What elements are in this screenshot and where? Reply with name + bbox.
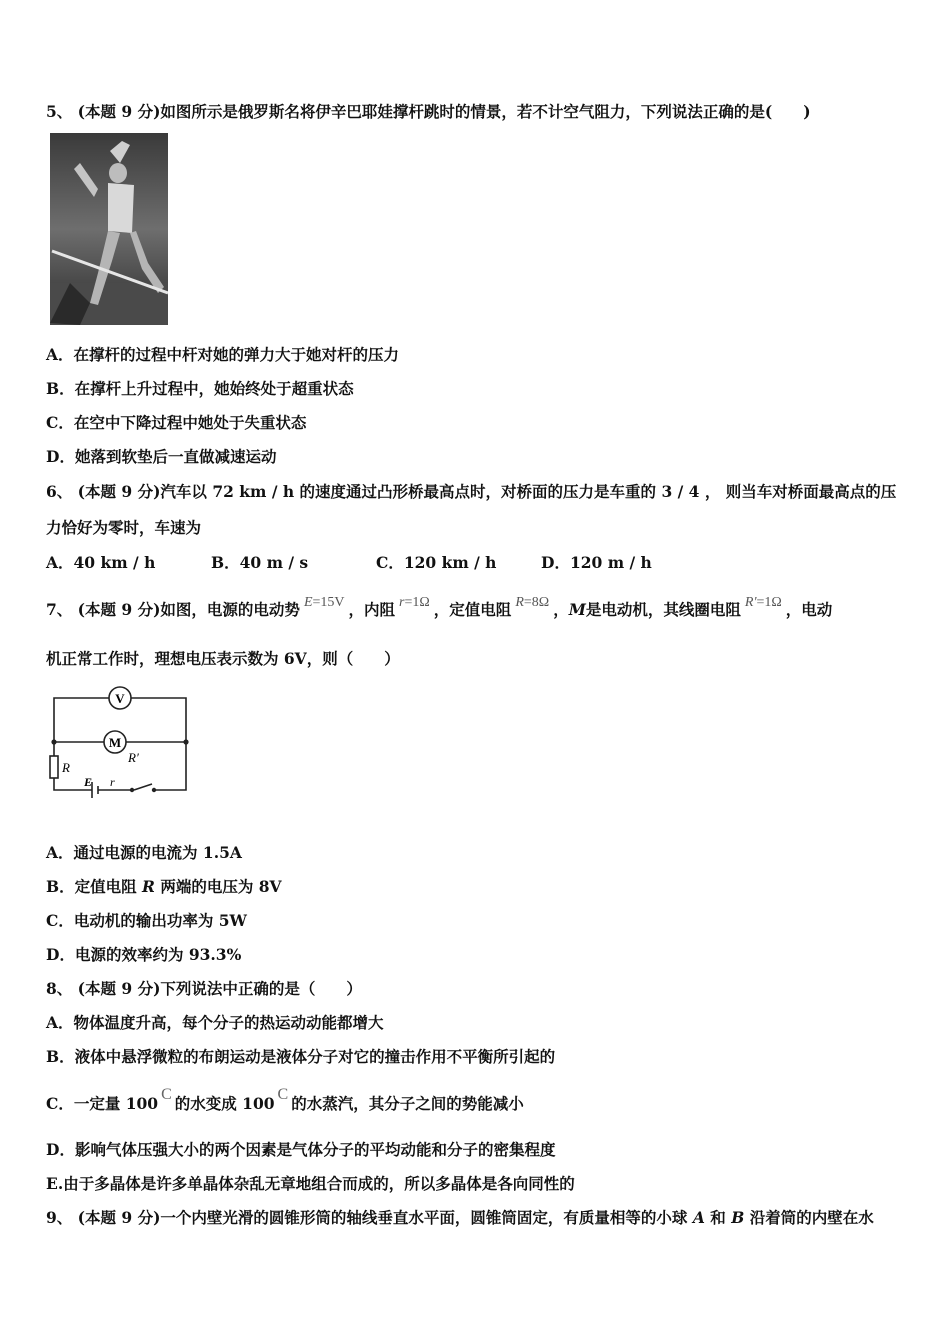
q7-option-b-var: R — [142, 877, 155, 896]
voltmeter-label: V — [115, 691, 125, 706]
q7-option-b-post: 两端的电压为 8V — [160, 877, 282, 896]
q9-stem-part2: 和 — [710, 1208, 726, 1227]
q7-stem-part6: ，电动 — [785, 600, 833, 619]
q9-stem — [46, 1208, 874, 1228]
q5-option-c: C．在空中下降过程中她处于失重状态 — [46, 413, 307, 432]
motor-resistance-label: R′ — [128, 750, 139, 765]
formula-resistor — [511, 595, 553, 610]
q7-stem-part3: ，定值电阻 — [433, 600, 512, 619]
q7-stem-part5: 是电动机，其线圈电阻 — [585, 600, 741, 619]
formula-r-value: =1Ω — [404, 595, 430, 610]
q7-stem-part2: ，内阻 — [348, 600, 396, 619]
formula-Rprime-var: R' — [744, 595, 757, 610]
q9-ball-b: B — [731, 1208, 745, 1227]
formula-emf-value: =15V — [312, 595, 345, 610]
q5-option-b: B．在撑杆上升过程中，她始终处于超重状态 — [46, 379, 354, 398]
q8-option-b: B．液体中悬浮微粒的布朗运动是液体分子对它的撞击作用不平衡所引起的 — [46, 1047, 556, 1066]
circuit-diagram — [44, 682, 194, 800]
q8-stem: 8、 (本题 9 分)下列说法中正确的是（ ） — [46, 979, 362, 998]
q7-stem-line1 — [46, 595, 833, 622]
q6-option-c: C．120 km / h — [376, 553, 497, 572]
degree-unit-2: C — [277, 1086, 289, 1103]
q5-option-d: D．她落到软垫后一直做减速运动 — [46, 447, 277, 466]
q9-stem-part1: 9、 (本题 9 分)一个内壁光滑的圆锥形筒的轴线垂直水平面，圆锥筒固定，有质量相等的小球 — [46, 1208, 688, 1227]
q5-stem: 5、 (本题 9 分)如图所示是俄罗斯名将伊辛巴耶娃撑杆跳时的情景，若不计空气阻力，下列说法正确的是( ) — [46, 102, 811, 121]
motor-label: M — [108, 735, 122, 750]
emf-label: E — [84, 775, 93, 789]
q6-options — [46, 553, 906, 573]
q7-option-a: A．通过电源的电流为 1.5A — [46, 843, 242, 862]
q8-option-e: E.由于多晶体是许多单晶体杂乱无章地组合而成的，所以多晶体是各向同性的 — [46, 1174, 575, 1193]
formula-R-var: R — [515, 595, 524, 610]
q7-option-b — [46, 877, 282, 897]
q8-option-c-part2: 的水变成 100 — [174, 1094, 275, 1113]
q6-stem-line1: 6、 (本题 9 分)汽车以 72 km / h 的速度通过凸形桥最高点时，对桥面的压力是车重的 3 / 4 ， 则当车对桥面最高点的压 — [46, 482, 897, 501]
degree-unit-1: C — [161, 1086, 172, 1103]
q7-stem-line2: 机正常工作时，理想电压表示数为 6V，则（ ） — [46, 649, 400, 668]
q7-option-b-pre: B．定值电阻 — [46, 877, 137, 896]
formula-emf — [300, 595, 349, 610]
formula-r-var: r — [399, 595, 405, 610]
q6-option-d: D．120 m / h — [541, 553, 652, 572]
q8-option-c — [46, 1086, 524, 1115]
q8-option-c-part3: 的水蒸汽，其分子之间的势能减小 — [291, 1094, 524, 1113]
q9-stem-part3: 沿着筒的内壁在水 — [749, 1208, 874, 1227]
q7-option-c: C．电动机的输出功率为 5W — [46, 911, 247, 930]
q7-stem-part4: ， — [553, 600, 569, 619]
q8-option-d: D．影响气体压强大小的两个因素是气体分子的平均动能和分子的密集程度 — [46, 1140, 556, 1159]
q7-stem-part1: 7、 (本题 9 分)如图，电源的电动势 — [46, 600, 300, 619]
formula-R-value: =8Ω — [523, 595, 550, 610]
formula-Rprime-value: =1Ω — [756, 595, 782, 610]
resistor-label: R — [62, 760, 70, 775]
q6-option-a: A．40 km / h — [46, 553, 156, 572]
q6-stem-line2: 力恰好为零时，车速为 — [46, 518, 202, 537]
q9-ball-a: A — [692, 1208, 705, 1227]
pole-vault-photo — [50, 133, 168, 325]
internal-resistance-label: r — [110, 775, 115, 789]
q8-option-a: A．物体温度升高，每个分子的热运动动能都增大 — [46, 1013, 384, 1032]
q5-option-a: A．在撑杆的过程中杆对她的弹力大于她对杆的压力 — [46, 345, 400, 364]
q7-option-d: D．电源的效率约为 93.3% — [46, 945, 242, 964]
q6-option-b: B．40 m / s — [211, 553, 309, 572]
formula-internal-resistance — [395, 595, 434, 610]
formula-emf-var: E — [303, 595, 313, 610]
q7-motor-var: M — [568, 600, 586, 619]
formula-coil-resistance — [741, 595, 786, 610]
q8-option-c-part1: C．一定量 100 — [46, 1094, 159, 1113]
